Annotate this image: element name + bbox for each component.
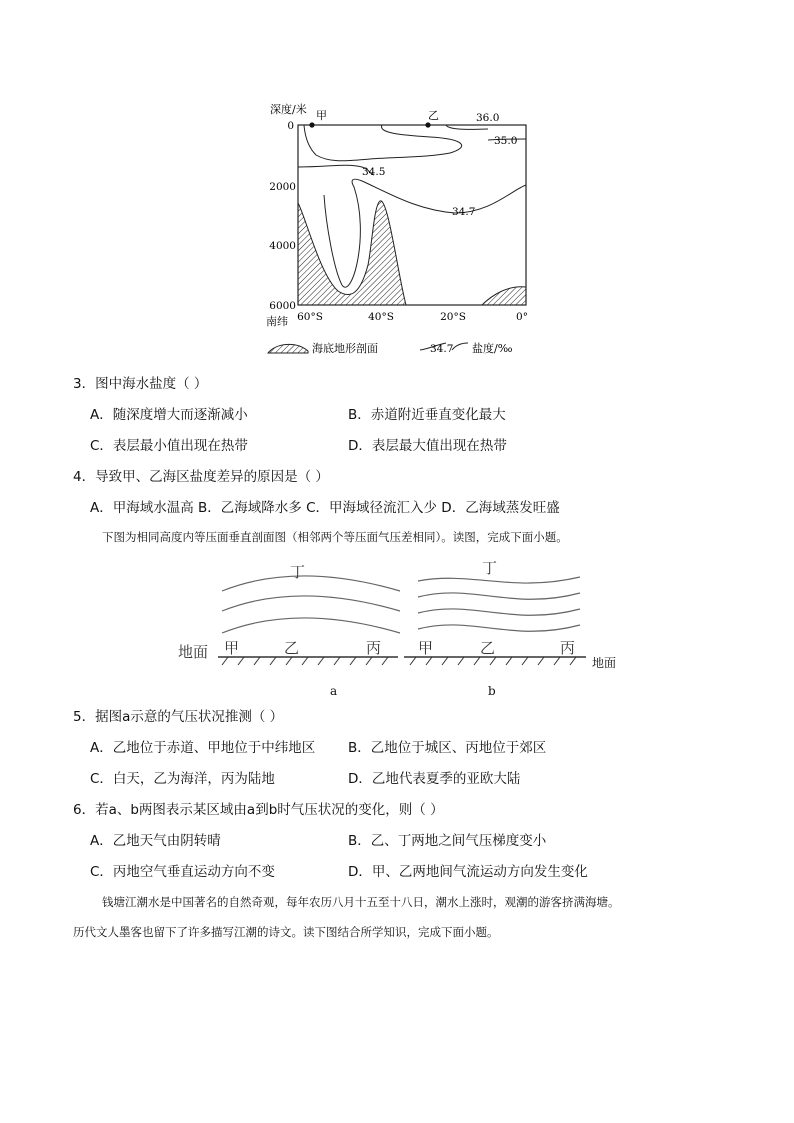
panel-b-ding-label: 丁 — [482, 559, 498, 577]
intro-tide-line-2: 历代文人墨客也留下了许多描写江潮的诗文。读下图结合所学知识，完成下面小题。 — [73, 925, 499, 939]
seabed-terrain-left — [298, 201, 406, 305]
panel-a-isobar-3 — [222, 618, 400, 633]
panel-b-isobar-1 — [418, 577, 580, 583]
legend-isoline-value: 34.7 — [430, 343, 454, 355]
plot-frame — [298, 125, 526, 305]
panel-a-ding-label: 丁 — [290, 563, 306, 581]
legend-isoline-label: 盐度/‰ — [472, 342, 513, 355]
y-tick-0: 0 — [287, 120, 294, 132]
point-jia-marker — [309, 122, 314, 127]
question-3-option-c[interactable]: C．表层最小值出现在热带 — [90, 438, 248, 454]
question-6-option-c[interactable]: C．丙地空气垂直运动方向不变 — [90, 864, 275, 880]
salinity-section-figure — [250, 95, 550, 365]
legend-terrain-swatch — [268, 344, 308, 353]
ground-hatching — [222, 657, 576, 665]
x-tick-60s: 60°S — [297, 311, 323, 323]
point-yi-marker — [425, 122, 430, 127]
panel-a-jia-label: 甲 — [224, 639, 240, 657]
question-6-stem: 6．若a、b两图表示某区域由a到b时气压状况的变化，则（ ） — [73, 802, 444, 818]
panel-a-isobar-2 — [222, 596, 400, 611]
ground-left-label: 地面 — [178, 643, 209, 661]
panel-b-isobar-2 — [418, 593, 580, 599]
y-tick-4000: 4000 — [269, 240, 296, 252]
x-tick-20s: 20°S — [440, 311, 466, 323]
question-3-option-d[interactable]: D．表层最大值出现在热带 — [348, 438, 507, 454]
isoline-label-35-0: 35.0 — [494, 135, 518, 147]
panel-b-bing-label: 丙 — [560, 639, 576, 657]
ground-right-label: 地面 — [592, 656, 617, 670]
panel-b-jia-label: 甲 — [418, 639, 434, 657]
y-tick-2000: 2000 — [269, 181, 296, 193]
panel-b-yi-label: 乙 — [480, 639, 496, 657]
panel-a-isobar-1 — [222, 576, 400, 591]
x-tick-0: 0° — [516, 311, 528, 323]
question-6-option-b[interactable]: B．乙、丁两地之间气压梯度变小 — [348, 833, 547, 849]
x-tick-40s: 40°S — [368, 311, 394, 323]
isoline-36-0 — [446, 125, 488, 129]
x-axis-label: 南纬 — [266, 315, 288, 328]
isoline-35-0 — [304, 125, 462, 161]
isoline-label-34-7: 34.7 — [452, 206, 476, 218]
y-axis-label: 深度/米 — [270, 103, 307, 116]
seabed-terrain-right — [482, 287, 526, 305]
isoline-34-7 — [324, 179, 526, 287]
point-jia-label: 甲 — [316, 109, 327, 122]
panel-a-label: a — [330, 684, 338, 698]
isobaric-surface-figure — [172, 553, 632, 703]
panel-a-yi-label: 乙 — [284, 639, 300, 657]
question-6-option-a[interactable]: A．乙地天气由阴转晴 — [90, 833, 221, 849]
point-yi-label: 乙 — [428, 109, 439, 122]
question-5-option-b[interactable]: B．乙地位于城区、丙地位于郊区 — [348, 740, 547, 756]
panel-b-label: b — [488, 684, 496, 698]
question-3-stem: 3．图中海水盐度（ ） — [73, 376, 208, 392]
question-3-option-a[interactable]: A．随深度增大而逐渐减小 — [90, 407, 248, 423]
question-5-option-c[interactable]: C．白天，乙为海洋，丙为陆地 — [90, 771, 275, 787]
panel-b-isobar-4 — [418, 625, 580, 631]
isoline-label-36-0: 36.0 — [476, 112, 500, 124]
panel-b-isobar-3 — [418, 609, 580, 615]
panel-a-bing-label: 丙 — [366, 639, 382, 657]
isoline-label-34-5: 34.5 — [362, 166, 386, 178]
y-tick-6000: 6000 — [269, 300, 296, 312]
question-4-options[interactable]: A．甲海域水温高 B．乙海域降水多 C．甲海域径流汇入少 D．乙海域蒸发旺盛 — [90, 500, 560, 516]
intro-pressure-section: 下图为相同高度内等压面垂直剖面图（相邻两个等压面气压差相同）。读图，完成下面小题。 — [102, 530, 568, 544]
legend-isoline-line — [452, 343, 468, 350]
legend-terrain-label: 海底地形剖面 — [312, 342, 378, 355]
question-3-option-b[interactable]: B．赤道附近垂直变化最大 — [348, 407, 506, 423]
question-6-option-d[interactable]: D．甲、乙两地间气流运动方向发生变化 — [348, 864, 588, 880]
question-5-stem: 5．据图a示意的气压状况推测（ ） — [73, 709, 284, 725]
question-4-stem: 4．导致甲、乙海区盐度差异的原因是（ ） — [73, 469, 329, 485]
question-5-option-d[interactable]: D．乙地代表夏季的亚欧大陆 — [348, 771, 521, 787]
question-5-option-a[interactable]: A．乙地位于赤道、甲地位于中纬地区 — [90, 740, 316, 756]
intro-tide-line-1: 钱塘江潮水是中国著名的自然奇观，每年农历八月十五至十八日，潮水上涨时，观潮的游客挤满海塘。 — [102, 895, 620, 909]
